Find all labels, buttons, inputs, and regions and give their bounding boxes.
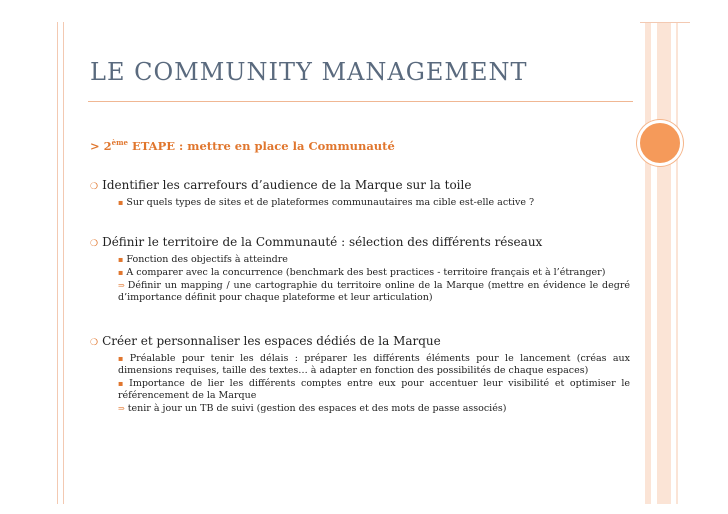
list-item-text: A comparer avec la concurrence (benchmark des best practices - territoire français et à l’étranger) [126,267,606,278]
square-bullet-icon: ▪ [118,198,124,207]
section-heading [90,235,630,249]
circle-bullet-icon: ❍ [90,338,99,348]
square-bullet-icon: ▪ [118,255,124,264]
subtitle-prefix: > 2 [90,138,112,153]
circle-bullet-icon: ❍ [90,239,99,249]
arrow-bullet-icon: ⇒ [118,404,125,413]
section-definir [90,235,630,305]
arrow-bullet-icon: ⇒ [118,281,125,290]
list-item [118,267,630,279]
section-heading-text: Créer et personnaliser les espaces dédiés de la Marque [102,334,441,348]
slide-title: LE COMMUNITY MANAGEMENT [90,58,528,86]
list-item [118,254,630,266]
frame-band-right-a [645,22,651,504]
list-item-text: tenir à jour un TB de suivi (gestion des espaces et des mots de passe associés) [127,403,507,414]
section-heading [90,334,630,348]
frame-band-right-c [676,22,678,504]
section-items [118,353,630,415]
section-identifier [90,178,630,210]
section-heading [90,178,630,192]
slide-subtitle [90,138,395,153]
square-bullet-icon: ▪ [118,379,127,388]
list-item-text: Préalable pour tenir les délais : préparer les différents éléments pour le lancement (créas aux dimensions requises, taille des textes… à adapter en fonction des possibilités de chaque espaces) [118,353,630,376]
subtitle-sup: ème [111,138,128,147]
section-items [118,254,630,304]
list-item [118,197,630,209]
circle-bullet-icon: ❍ [90,182,99,192]
section-creer [90,334,630,416]
list-item [118,353,630,377]
frame-band-right-b [657,22,671,504]
list-item [118,280,630,304]
square-bullet-icon: ▪ [118,268,124,277]
title-divider [88,101,633,102]
section-items [118,197,630,209]
square-bullet-icon: ▪ [118,354,127,363]
section-heading-text: Définir le territoire de la Communauté : sélection des différents réseaux [102,235,543,249]
frame-line-left-inner [63,22,64,504]
decorative-circle [637,120,683,166]
frame-line-top [640,22,690,23]
frame-line-left [57,22,58,504]
section-heading-text: Identifier les carrefours d’audience de la Marque sur la toile [102,178,472,192]
subtitle-rest: ETAPE : mettre en place la Communauté [127,138,395,153]
list-item-text: Sur quels types de sites et de plateformes communautaires ma cible est-elle active ? [126,197,535,208]
list-item-text: Fonction des objectifs à atteindre [126,254,288,265]
list-item-text: Importance de lier les différents comptes entre eux pour accentuer leur visibilité et optimiser le référencement de la Marque [118,378,631,401]
list-item [118,403,630,415]
list-item [118,378,630,402]
list-item-text: Définir un mapping / une cartographie du territoire online de la Marque (mettre en évidence le degré d’importance définit pour chaque plateforme et leur articulation) [118,280,630,303]
